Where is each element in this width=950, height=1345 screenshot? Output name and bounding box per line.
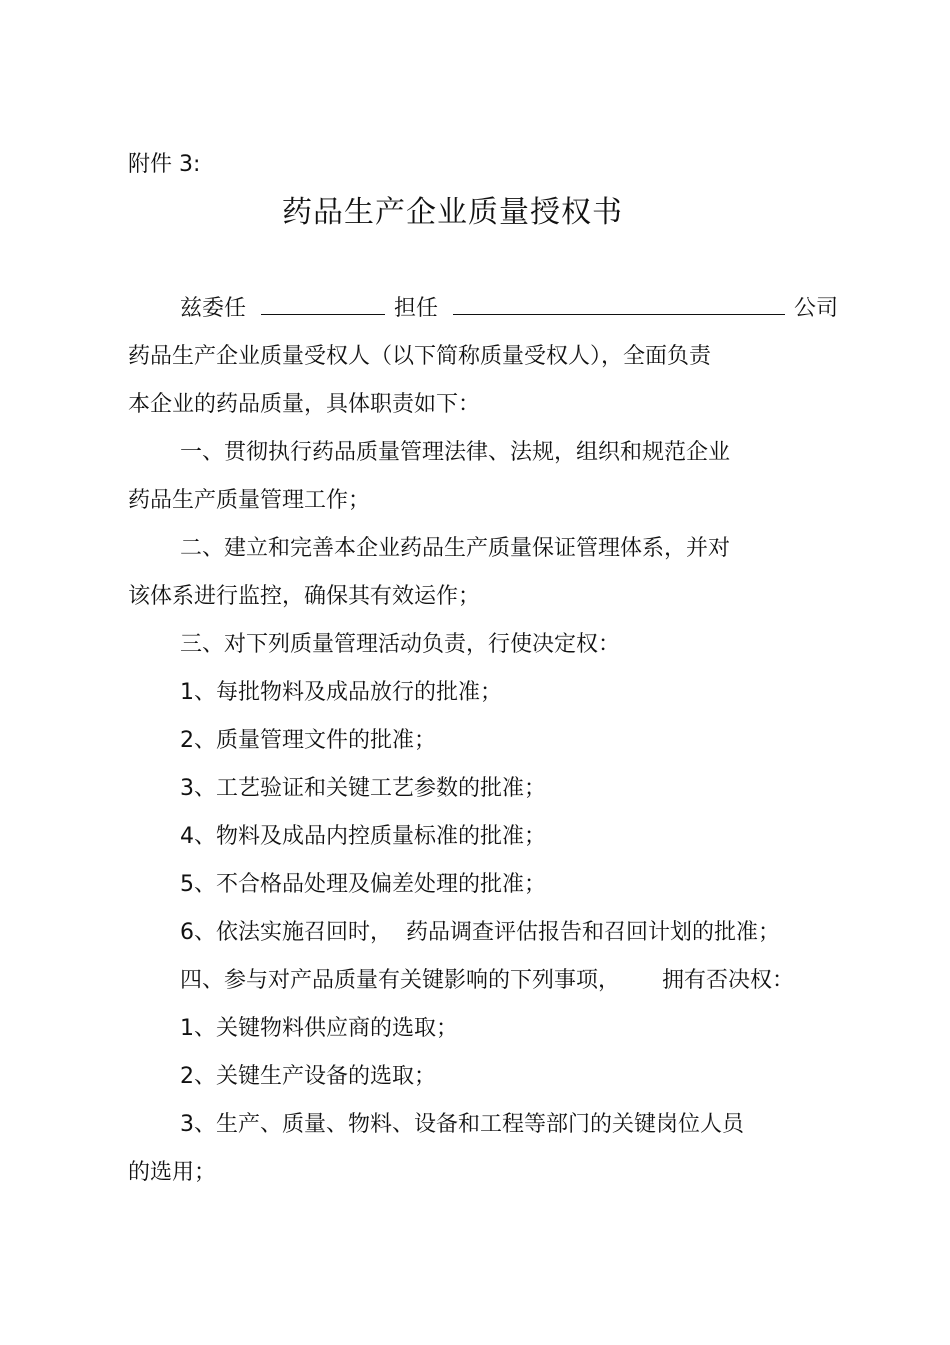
duty-item: 一、贯彻执行药品质量管理法律、法规，组织和规范企业 [180, 440, 731, 465]
appointment-tail: 公司 [794, 296, 839, 321]
sub-item: 1、每批物料及成品放行的批准； [180, 680, 502, 705]
body-line: 药品生产质量管理工作； [128, 488, 371, 513]
appointment-lead: 兹委任 [180, 296, 247, 321]
sub-item: 3、工艺验证和关键工艺参数的批准； [180, 776, 546, 801]
attachment-label: 附件 3: [128, 152, 201, 177]
sub-item: 3、生产、质量、物料、设备和工程等部门的关键岗位人员 [180, 1112, 744, 1137]
duty-item: 三、对下列质量管理活动负责，行使决定权： [180, 632, 621, 657]
company-name-blank[interactable] [453, 294, 785, 315]
document-title: 药品生产企业质量授权书 [282, 195, 623, 230]
body-line: 药品生产企业质量受权人（以下简称质量受权人），全面负责 [128, 344, 712, 369]
appointment-middle: 担任 [394, 296, 439, 321]
body-line: 该体系进行监控，确保其有效运作； [128, 584, 481, 609]
duty-item: 二、建立和完善本企业药品生产质量保证管理体系，并对 [180, 536, 731, 561]
appointment-line [180, 294, 838, 324]
sub-item: 4、物料及成品内控质量标准的批准； [180, 824, 546, 849]
sub-item: 6、依法实施召回时， 药品调查评估报告和召回计划的批准； [180, 920, 780, 945]
sub-item: 1、关键物料供应商的选取； [180, 1016, 458, 1041]
sub-item: 2、质量管理文件的批准； [180, 728, 436, 753]
body-line: 本企业的药品质量，具体职责如下： [128, 392, 481, 417]
sub-item: 5、不合格品处理及偏差处理的批准； [180, 872, 546, 897]
duty-item: 四、参与对产品质量有关键影响的下列事项， 拥有否决权： [180, 968, 794, 993]
sub-item: 2、关键生产设备的选取； [180, 1064, 436, 1089]
body-line: 的选用； [128, 1160, 217, 1185]
appointee-name-blank[interactable] [261, 294, 385, 315]
